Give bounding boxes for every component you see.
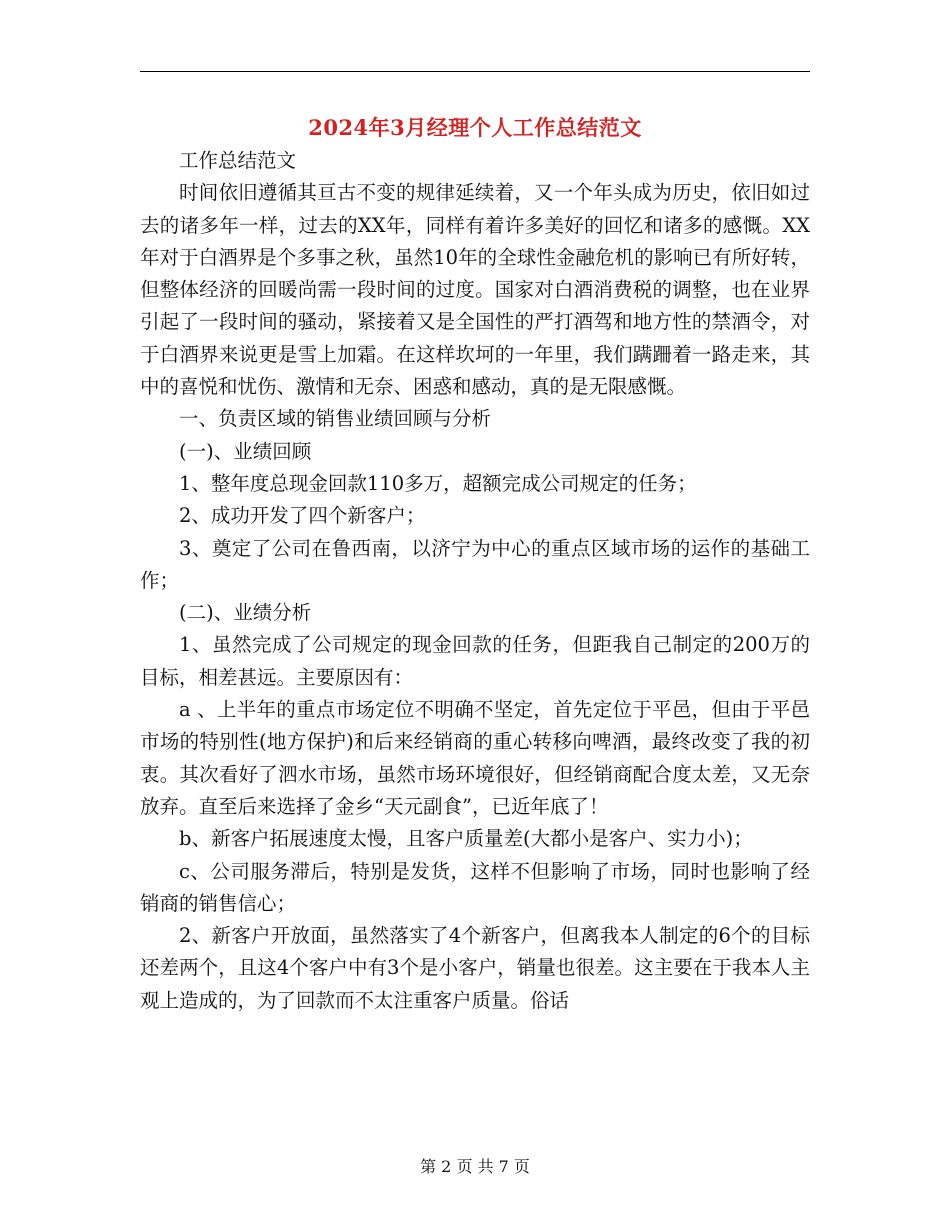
subsection-heading: (二)、业绩分析 bbox=[179, 601, 312, 625]
paragraph-subtitle: 工作总结范文 bbox=[179, 149, 297, 172]
list-item: c、公司服务滞后，特别是发货，这样不但影响了市场，同时也影响了经销商的销售信心； bbox=[140, 859, 810, 915]
list-item: 1、整年度总现金回款110多万，超额完成公司规定的任务； bbox=[179, 471, 697, 495]
paragraph-intro: 时间依旧遵循其亘古不变的规律延续着，又一个年头成为历史，依旧如过去的诸多年一样，过去的XX年，同样有着许多美好的回忆和诸多的感慨。XX年对于白酒界是个多事之秋，虽然10年的全球性金融危机的影响已有所好转，但整体经济的回暖尚需一段时间的过度。国家对白酒消费税的调整，也在业界引起了一段时间的骚动，紧接着又是全国性的严打酒驾和地方性的禁酒令，对于白酒界来说更是雪上加霜。在这样坎坷的一年里，我们蹒跚着一路走来，其中的喜悦和忧伤、激情和无奈、困惑和感动，真的是无限感慨。 bbox=[140, 181, 810, 399]
list-item: b、新客户拓展速度太慢，且客户质量差(大都小是客户、实力小)； bbox=[179, 827, 753, 851]
section-heading: 一、负责区域的销售业绩回顾与分析 bbox=[179, 407, 492, 431]
list-item: 2、成功开发了四个新客户； bbox=[179, 504, 426, 528]
header-rule bbox=[140, 71, 810, 72]
list-item: 1、虽然完成了公司规定的现金回款的任务，但距我自己制定的200万的目标，相差甚远。主要原因有： bbox=[140, 633, 810, 689]
document-title: 2024年3月经理个人工作总结范文 bbox=[308, 115, 642, 140]
list-item: 3、奠定了公司在鲁西南，以济宁为中心的重点区域市场的运作的基础工作； bbox=[140, 536, 810, 592]
subsection-heading: (一)、业绩回顾 bbox=[179, 439, 312, 463]
document-body bbox=[140, 145, 810, 1017]
list-item: 2、新客户开放面，虽然落实了4个新客户，但离我本人制定的6个的目标还差两个，且这4个客户中有3个是小客户，销量也很差。这主要在于我本人主观上造成的，为了回款而不太注重客户质量。俗话 bbox=[140, 924, 810, 1012]
page-number: 第 2 页 共 7 页 bbox=[420, 1157, 530, 1176]
list-item: a 、上半年的重点市场定位不明确不坚定，首先定位于平邑，但由于平邑市场的特别性(地方保护)和后来经销商的重心转移向啤酒，最终改变了我的初衷。其次看好了泗水市场，虽然市场环境很好，但经销商配合度太差，又无奈放弃。直至后来选择了金乡“天元副食”，已近年底了！ bbox=[140, 698, 810, 818]
